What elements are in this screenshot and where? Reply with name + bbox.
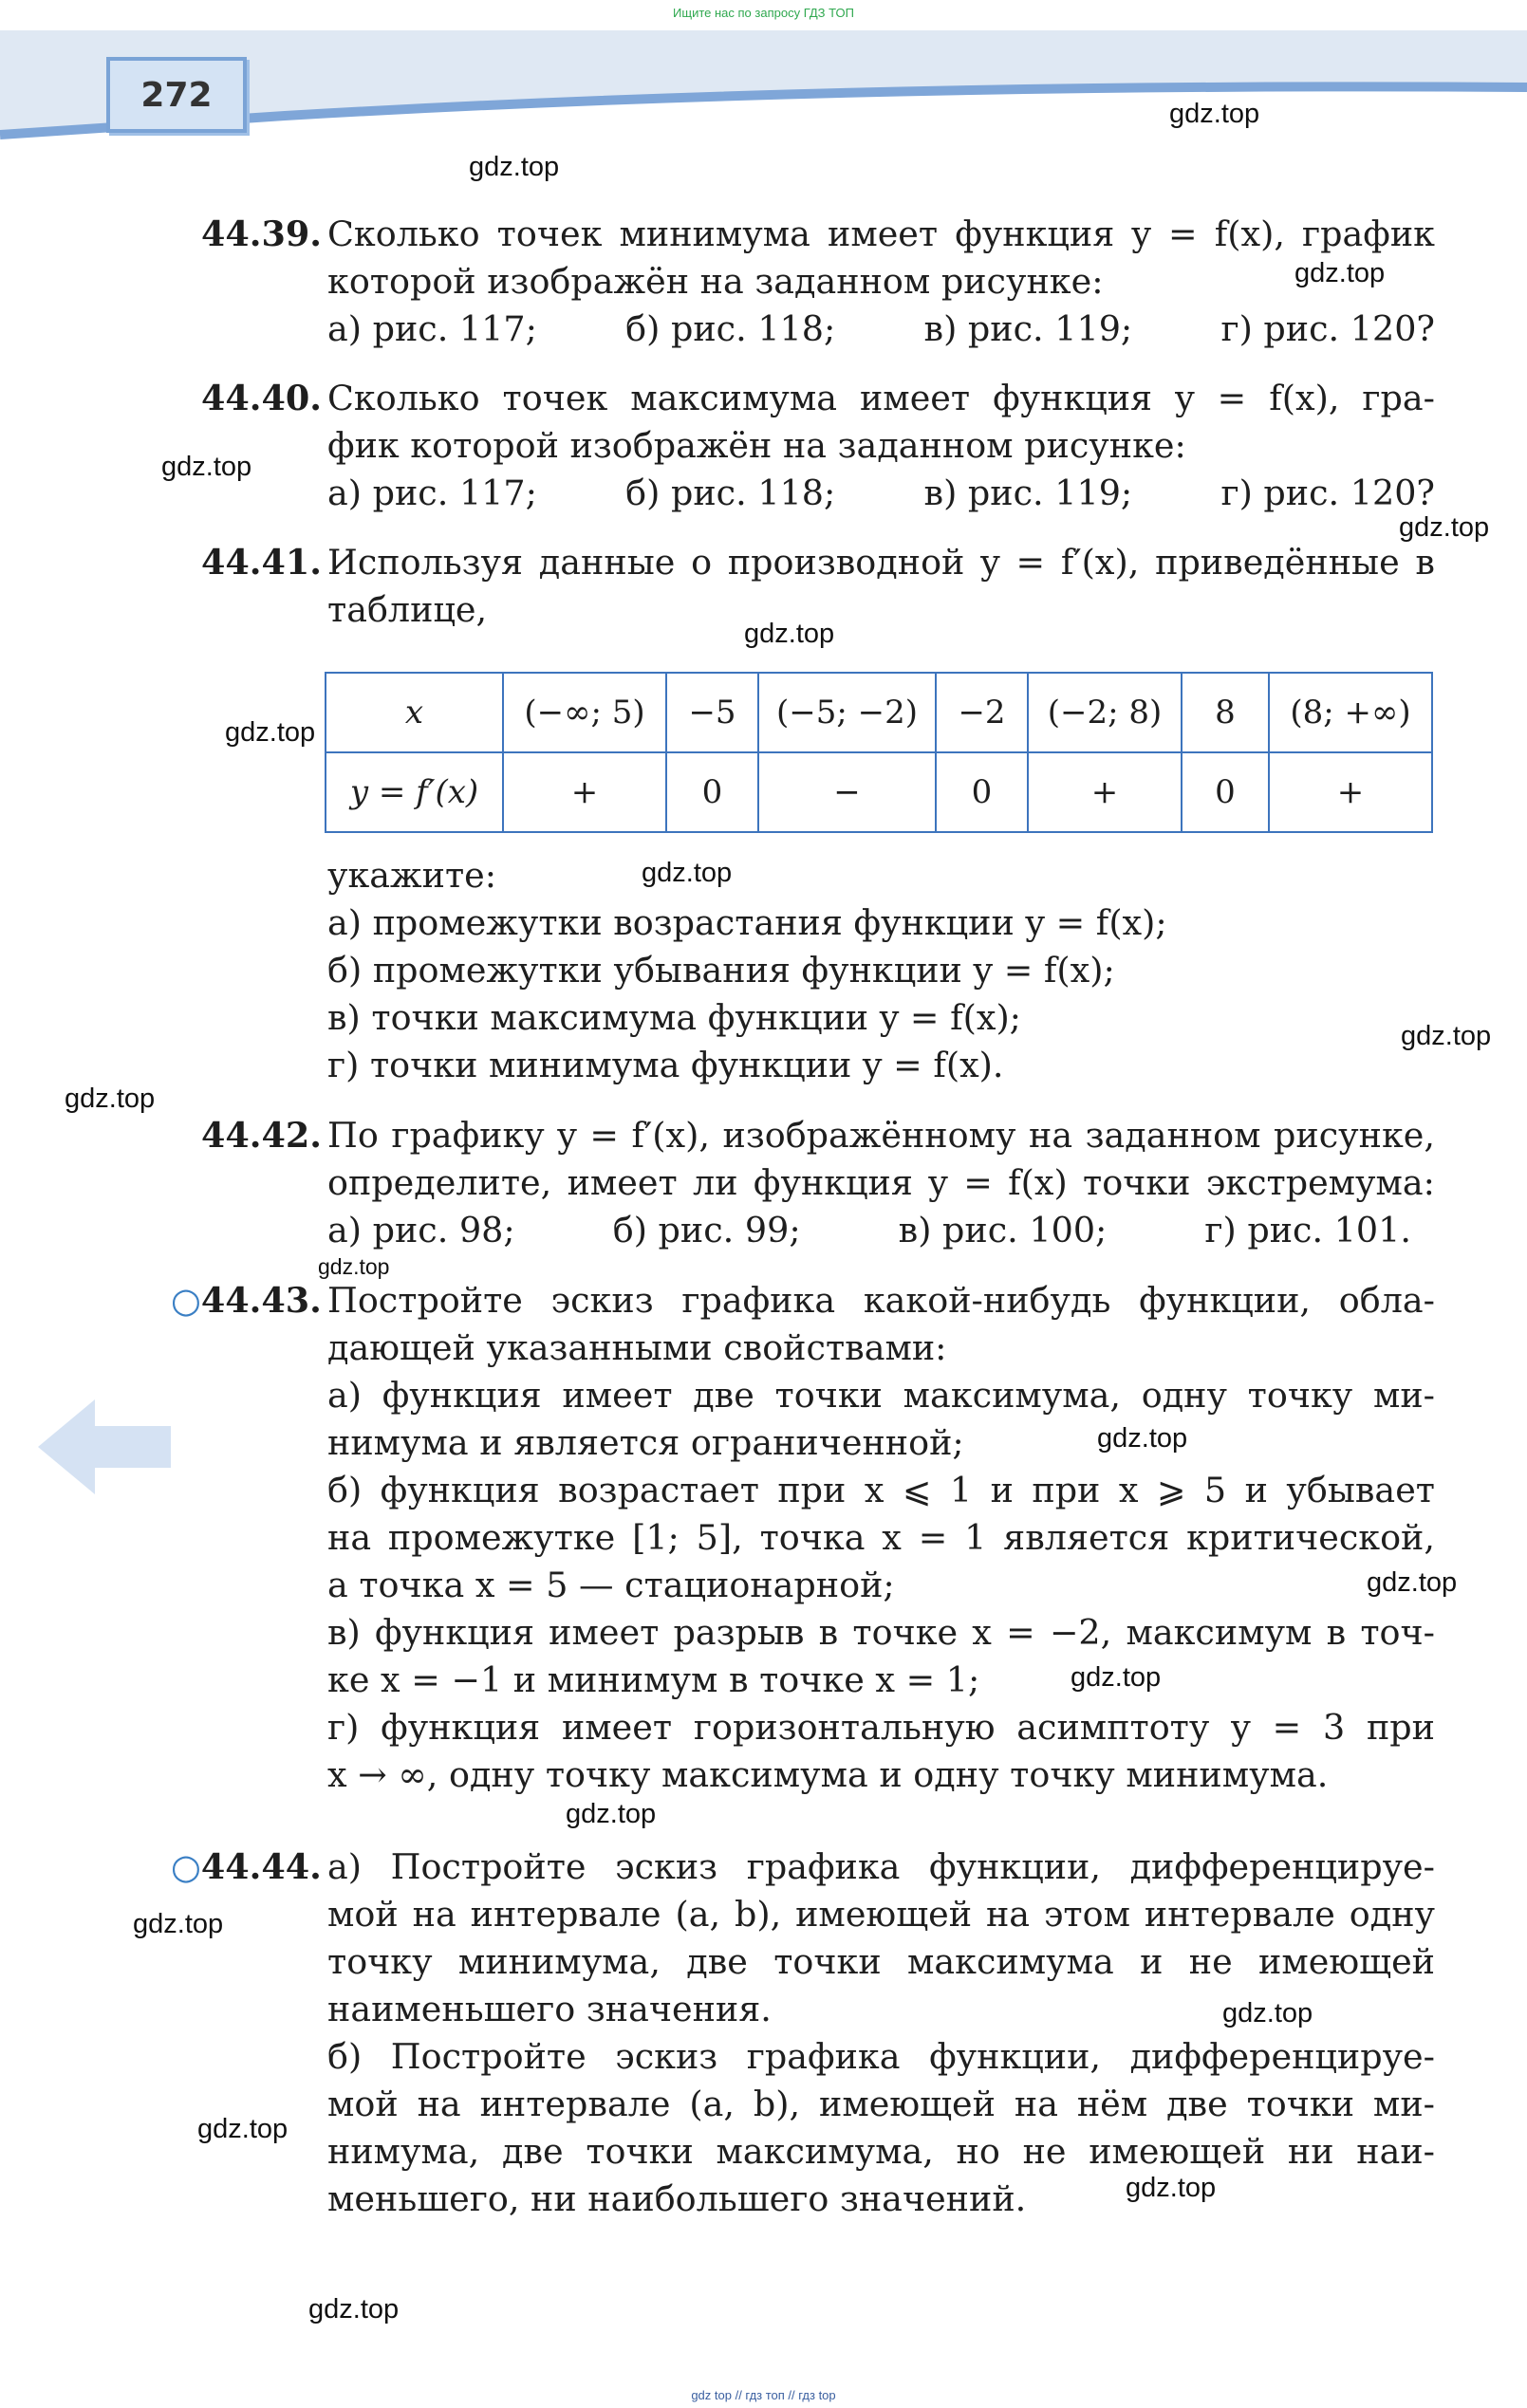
- exercise-44-41: [201, 539, 1435, 634]
- exercise-text: определите, имеет ли функция y = f(x) точки экстремума:: [327, 1162, 1435, 1203]
- option: г) рис. 101.: [1204, 1210, 1411, 1250]
- table-cell: +: [503, 752, 666, 832]
- option: б) рис. 118;: [625, 472, 836, 513]
- table-row: [326, 752, 1432, 832]
- exercise-text: а) промежутки возрастания функции y = f(x);: [327, 902, 1167, 943]
- exercise-text: фик которой изображён на заданном рисунке:: [327, 425, 1186, 466]
- watermark: gdz.top: [308, 2294, 400, 2325]
- exercise-text: б) промежутки убывания функции y = f(x);: [327, 950, 1115, 991]
- exercise-text: Используя данные о производной y = f′(x), приведённые в: [327, 542, 1435, 583]
- watermark: gdz.top: [1097, 1423, 1188, 1454]
- watermark: gdz.top: [161, 452, 252, 482]
- table-cell: +: [1028, 752, 1182, 832]
- exercise-text: а точка x = 5 — стационарной;: [327, 1565, 895, 1605]
- exercise-44-39: [201, 211, 1435, 353]
- page-arrow-decoration: [38, 1399, 171, 1494]
- exercise-text: мой на интервале (a, b), имеющей на нём две точки ми-: [327, 2084, 1435, 2124]
- exercise-text: нимума и является ограниченной;: [327, 1422, 964, 1463]
- watermark: gdz.top: [1126, 2173, 1217, 2203]
- answer-options: [327, 470, 1435, 517]
- watermark: gdz.top: [1367, 1567, 1458, 1598]
- optional-marker: ○: [171, 1280, 201, 1321]
- table-cell: −5: [666, 673, 758, 752]
- exercise-text: г) точки минимума функции y = f(x).: [327, 1045, 1004, 1085]
- watermark: gdz.top: [744, 619, 835, 649]
- exercise-number: ○44.44.: [171, 1846, 322, 1887]
- watermark: gdz.top: [225, 717, 316, 748]
- watermark: gdz.top: [1401, 1021, 1492, 1051]
- page-number: 272: [106, 57, 247, 133]
- exercise-number: 44.41.: [201, 542, 323, 583]
- watermark: gdz.top: [1071, 1662, 1162, 1693]
- exercise-text: в) функция имеет разрыв в точке x = −2, максимум в точ-: [327, 1612, 1435, 1653]
- table-cell: 8: [1182, 673, 1269, 752]
- option: г) рис. 120?: [1220, 472, 1435, 513]
- watermark: gdz.top: [1169, 99, 1260, 129]
- exercise-44-41-tasks: [201, 852, 1435, 1089]
- table-cell: (8; +∞): [1269, 673, 1432, 752]
- exercise-number: ○44.43.: [171, 1280, 322, 1321]
- option: б) рис. 118;: [625, 308, 836, 349]
- option: а) рис. 98;: [327, 1210, 515, 1250]
- table-cell: −2: [936, 673, 1028, 752]
- exercise-44-40: [201, 375, 1435, 517]
- exercise-text: б) функция возрастает при x ⩽ 1 и при x ⩾ 5 и убывает: [327, 1470, 1435, 1510]
- table-cell: (−2; 8): [1028, 673, 1182, 752]
- table-cell: −: [758, 752, 936, 832]
- exercise-text: наименьшего значения.: [327, 1989, 772, 2029]
- footer: gdz top // гдз топ // гдз top: [691, 2388, 836, 2402]
- option: в) рис. 119;: [923, 472, 1133, 513]
- exercise-text: ке x = −1 и минимум в точке x = 1;: [327, 1659, 980, 1700]
- exercise-text: а) функция имеет две точки максимума, одну точку ми-: [327, 1375, 1435, 1416]
- table-cell: x: [326, 673, 503, 752]
- option: а) рис. 117;: [327, 472, 537, 513]
- exercise-text: г) функция имеет горизонтальную асимптоту y = 3 при: [327, 1707, 1435, 1748]
- table-cell: 0: [666, 752, 758, 832]
- exercise-text: таблице,: [327, 589, 488, 630]
- option: а) рис. 117;: [327, 308, 537, 349]
- exercise-text: меньшего, ни наибольшего значений.: [327, 2178, 1027, 2219]
- option: в) рис. 100;: [898, 1210, 1108, 1250]
- exercise-text: которой изображён на заданном рисунке:: [327, 261, 1104, 302]
- watermark: gdz.top: [469, 152, 560, 182]
- watermark: gdz.top: [1294, 258, 1386, 288]
- table-cell: (−∞; 5): [503, 673, 666, 752]
- exercise-text: мой на интервале (a, b), имеющей на этом интервале одну: [327, 1894, 1435, 1935]
- exercise-text: дающей указанными свойствами:: [327, 1327, 947, 1368]
- top-note: Ищите нас по запросу ГДЗ ТОП: [673, 6, 854, 20]
- derivative-table: [325, 672, 1433, 833]
- option: б) рис. 99;: [612, 1210, 801, 1250]
- exercise-44-43: [171, 1277, 1435, 1799]
- watermark: gdz.top: [642, 858, 733, 888]
- table-cell: +: [1269, 752, 1432, 832]
- exercise-44-42: [201, 1112, 1435, 1254]
- exercise-number: 44.40.: [201, 378, 323, 418]
- exercise-text: Сколько точек минимума имеет функция y = f(x), график: [327, 213, 1435, 254]
- watermark: gdz.top: [566, 1799, 657, 1829]
- option: г) рис. 120?: [1220, 308, 1435, 349]
- watermark: gdz.top: [197, 2114, 289, 2144]
- watermark: gdz.top: [65, 1084, 156, 1114]
- exercise-text: а) Постройте эскиз графика функции, дифференцируе-: [327, 1846, 1435, 1887]
- table-row: [326, 673, 1432, 752]
- optional-marker: ○: [171, 1846, 201, 1887]
- watermark: gdz.top: [1222, 1998, 1313, 2028]
- table-cell: y = f′(x): [326, 752, 503, 832]
- exercise-text: Сколько точек максимума имеет функция y = f(x), гра-: [327, 378, 1435, 418]
- exercise-text: x → ∞, одну точку максимума и одну точку минимума.: [327, 1754, 1329, 1795]
- exercise-number: 44.42.: [201, 1115, 323, 1156]
- exercise-text: точку минимума, две точки максимума и не имеющей: [327, 1941, 1435, 1982]
- exercise-text: Постройте эскиз графика какой-нибудь функции, обла-: [327, 1280, 1435, 1321]
- exercise-text: нимума, две точки максимума, но не имеющей ни наи-: [327, 2131, 1435, 2172]
- exercise-number: 44.39.: [201, 213, 323, 254]
- answer-options: [327, 1207, 1435, 1254]
- exercise-text: По графику y = f′(x), изображённому на заданном рисунке,: [327, 1115, 1435, 1156]
- option: в) рис. 119;: [923, 308, 1133, 349]
- watermark: gdz.top: [318, 1254, 390, 1279]
- table-cell: (−5; −2): [758, 673, 936, 752]
- exercise-text: б) Постройте эскиз графика функции, дифференцируе-: [327, 2036, 1435, 2077]
- watermark: gdz.top: [133, 1909, 224, 1939]
- table-cell: 0: [936, 752, 1028, 832]
- table-cell: 0: [1182, 752, 1269, 832]
- watermark: gdz.top: [1399, 512, 1490, 543]
- exercise-text: укажите:: [327, 855, 497, 896]
- exercise-text: в) точки максимума функции y = f(x);: [327, 997, 1021, 1038]
- exercise-text: на промежутке [1; 5], точка x = 1 является критической,: [327, 1517, 1435, 1558]
- answer-options: [327, 306, 1435, 353]
